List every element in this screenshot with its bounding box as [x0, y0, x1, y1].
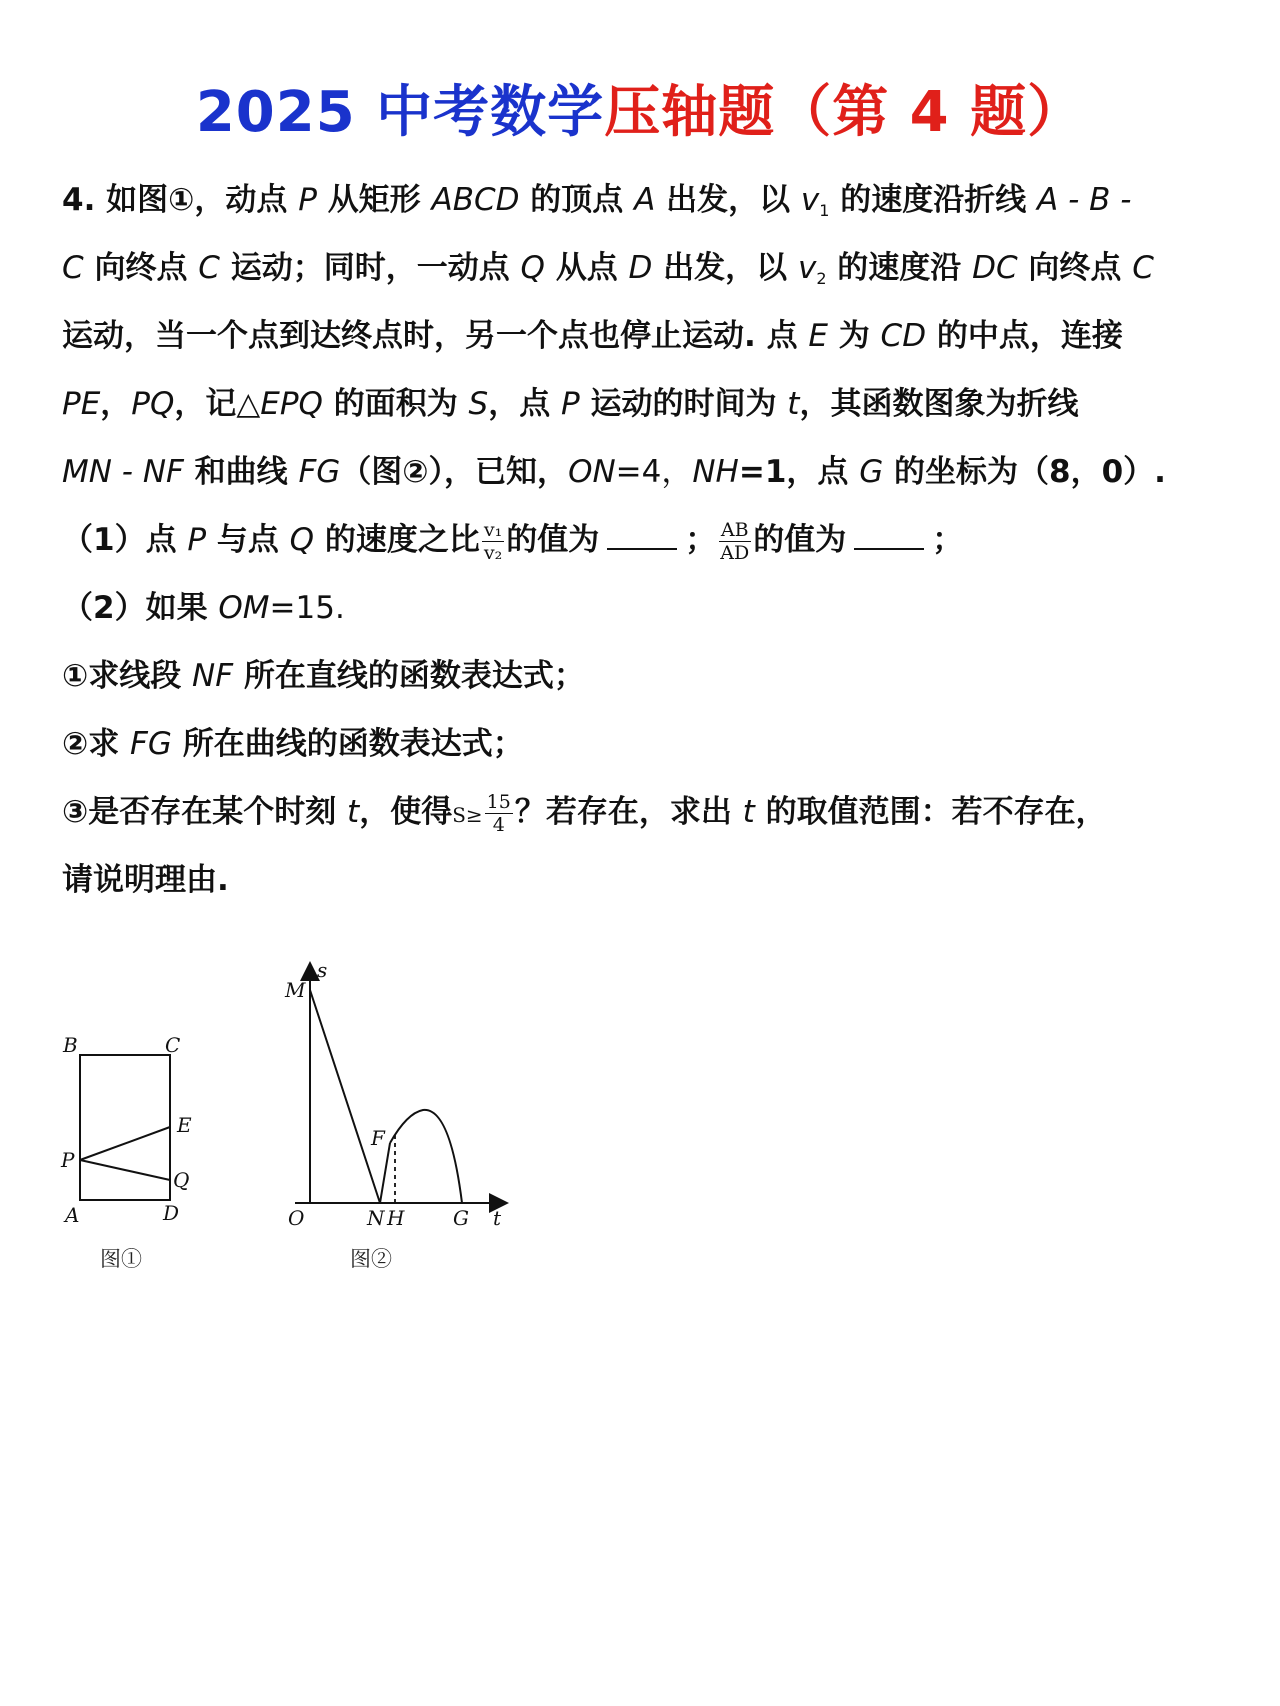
var-P: P: [298, 182, 317, 218]
var-ON: ON: [568, 454, 616, 490]
figure-2-graph: [275, 955, 515, 1235]
text: ，使得: [359, 794, 453, 830]
page-title: [0, 78, 1280, 148]
var-S: S: [468, 386, 489, 422]
fraction-15-4: [485, 791, 513, 836]
text: 向终点: [1017, 250, 1133, 286]
fraction-denominator: 4: [492, 814, 505, 836]
inequality-sign: S≥: [452, 803, 483, 827]
var-P: P: [187, 522, 207, 558]
var-P: P: [561, 386, 580, 422]
var-C: C: [62, 250, 84, 286]
var-Q: Q: [520, 250, 545, 286]
label-H: H: [387, 1206, 405, 1230]
var-MN-NF: MN - NF: [62, 454, 184, 490]
var-NH: NH: [692, 454, 739, 490]
sub-question-3: [62, 778, 1232, 846]
title-blue-part: 2025 中考数学: [195, 80, 605, 145]
sub-question-2: [62, 710, 1232, 778]
text: 的坐标为（8，0）.: [883, 454, 1166, 490]
label-M: M: [285, 978, 306, 1002]
text: 的中点，连接: [926, 318, 1123, 354]
text: 从点: [544, 250, 629, 286]
var-C: C: [1132, 250, 1154, 286]
fraction-ab-ad: [718, 519, 751, 564]
text: 和曲线: [183, 454, 299, 490]
var-NF: NF: [192, 658, 234, 694]
var-G: G: [859, 454, 884, 490]
var-FG: FG: [298, 454, 341, 490]
var-FG: FG: [130, 726, 172, 762]
text: ，: [100, 386, 132, 422]
segment-pe: [80, 1127, 170, 1160]
label-Q: Q: [173, 1168, 190, 1192]
text: 运动，当一个点到达终点时，另一个点也停止运动. 点: [62, 318, 809, 354]
var-EPQ: EPQ: [260, 386, 323, 422]
problem-line-2: [62, 234, 1232, 302]
var-E: E: [808, 318, 828, 354]
text: 的速度沿折线: [829, 182, 1038, 218]
figure-2-caption: 图②: [350, 1247, 392, 1271]
text: ，其函数图象为折线: [799, 386, 1079, 422]
var-t: t: [347, 794, 360, 830]
problem-text: [62, 166, 1232, 914]
text: 出发，以: [655, 182, 801, 218]
text: 的取值范围：若不存在，: [754, 794, 1107, 830]
label-F: F: [371, 1126, 385, 1150]
label-C: C: [165, 1033, 181, 1057]
label-P: P: [61, 1148, 75, 1172]
text: 请说明理由.: [62, 862, 229, 898]
label-B: B: [63, 1033, 78, 1057]
text: 出发，以: [652, 250, 798, 286]
problem-line-1: [62, 166, 1232, 234]
text: （1）点: [62, 522, 188, 558]
text: （图②），已知，: [340, 454, 569, 490]
figure-1-caption: 图①: [100, 1247, 142, 1271]
sub-question-3-cont: [62, 846, 1232, 914]
fraction-denominator: AD: [720, 542, 750, 564]
var-OM: OM: [218, 590, 270, 626]
text: 运动的时间为: [579, 386, 788, 422]
label-G: G: [453, 1206, 469, 1230]
var-t: t: [742, 794, 755, 830]
fraction-numerator: AB: [720, 519, 749, 541]
text: =4，: [615, 454, 693, 490]
text: ③是否存在某个时刻: [62, 794, 348, 830]
var-CD: CD: [880, 318, 927, 354]
text: 的值为: [506, 522, 600, 558]
var-PQ: PQ: [131, 386, 175, 422]
text: ；: [932, 522, 964, 558]
segment-pq: [80, 1160, 170, 1180]
label-O: O: [288, 1206, 305, 1230]
question-2: [62, 574, 1232, 642]
text: 的值为: [753, 522, 847, 558]
text: ，记△: [174, 386, 261, 422]
text: =1，点: [738, 454, 860, 490]
problem-line-3: [62, 302, 1232, 370]
rectangle-abcd: [80, 1055, 170, 1200]
text: 的速度沿: [826, 250, 973, 286]
var-D: D: [628, 250, 653, 286]
var-A: A: [634, 182, 656, 218]
var-C: C: [198, 250, 220, 286]
text: ？若存在，求出: [514, 794, 743, 830]
text: 的面积为: [322, 386, 469, 422]
var-Q: Q: [289, 522, 315, 558]
answer-blank-1[interactable]: [607, 520, 677, 550]
text: =15.: [269, 590, 345, 626]
text: （2）如果: [62, 590, 219, 626]
var-v2: v: [797, 250, 817, 286]
var-DC: DC: [972, 250, 1018, 286]
text: ，点: [488, 386, 561, 422]
text: 所在直线的函数表达式；: [233, 658, 585, 694]
text: ①求线段: [62, 658, 193, 694]
fraction-denominator: v₂: [483, 542, 503, 564]
var-ABCD: ABCD: [431, 182, 520, 218]
text: 向终点: [83, 250, 199, 286]
figure-1-rectangle: [55, 1030, 235, 1230]
text: 4. 如图①，动点: [62, 182, 299, 218]
subscript: 2: [816, 269, 827, 288]
var-path: A - B -: [1037, 182, 1132, 218]
text: 从矩形: [316, 182, 432, 218]
var-t: t: [787, 386, 800, 422]
label-N: N: [367, 1206, 385, 1230]
subscript: 1: [819, 201, 830, 220]
text: 运动；同时，一动点: [219, 250, 521, 286]
fraction-numerator: 15: [486, 791, 511, 813]
answer-blank-2[interactable]: [854, 520, 924, 550]
problem-line-5: [62, 438, 1232, 506]
question-1: [62, 506, 1232, 574]
polyline-mn-nf: [310, 990, 390, 1203]
text: 所在曲线的函数表达式；: [171, 726, 524, 762]
title-red-part: 压轴题（第 4 题）: [604, 80, 1085, 145]
fraction-v1-v2: [482, 519, 504, 564]
var-v1: v: [800, 182, 820, 218]
label-D: D: [163, 1201, 180, 1225]
text: 与点: [206, 522, 290, 558]
text: 的顶点: [519, 182, 635, 218]
text: ；: [685, 522, 717, 558]
label-t: t: [493, 1206, 502, 1230]
fraction-numerator: v₁: [483, 519, 503, 541]
label-s: s: [317, 958, 328, 982]
text: ②求: [62, 726, 131, 762]
curve-fg: [390, 1110, 462, 1203]
var-PE: PE: [62, 386, 101, 422]
text: 为: [827, 318, 881, 354]
sub-question-1: [62, 642, 1232, 710]
problem-line-4: [62, 370, 1232, 438]
label-E: E: [177, 1113, 192, 1137]
label-A: A: [65, 1203, 80, 1227]
text: 的速度之比: [314, 522, 480, 558]
